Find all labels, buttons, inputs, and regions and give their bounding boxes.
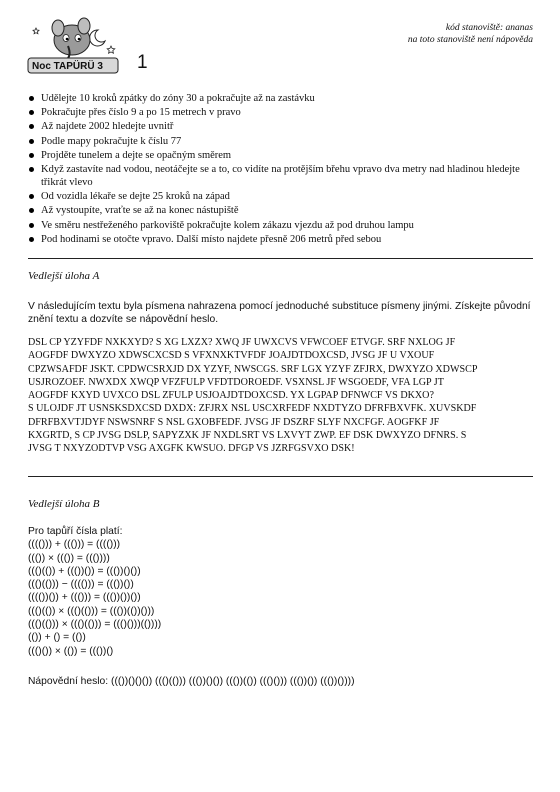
instruction-item: Udělejte 10 kroků zpátky do zóny 30 a pokračujte až na zastávku xyxy=(28,92,548,105)
cipher-line: AOGFDF DWXYZO XDWSCXCSD S VFXNXKTVFDF JOAJDTDOXCSD, JVSG JF U VXOUF xyxy=(28,350,435,362)
cipher-line: USJROZOEF. NWXDX XWQP VFZFULP VFDTDOROEDF. VSXNSL JF WSGOEDF, VFA LGP JT xyxy=(28,376,444,388)
instruction-list xyxy=(28,92,548,247)
instruction-item: Až najdete 2002 hledejte uvnitř xyxy=(28,120,548,133)
cipher-line: DFRFBXVTJDYF NSWSNRF S NSL GXOBFEDF. JVSG JF DSZRF SLYF NXCFGF. AOGFKF JF xyxy=(28,416,440,428)
section-divider xyxy=(28,258,533,259)
cipher-line: DSL CP YZYFDF NXKXYD? S XG LXZX? XWQ JF UWXCVS VFWCOEF ETVGF. SRF NXLOG JF xyxy=(28,337,456,348)
instruction-item: Projděte tunelem a dejte se opačným směrem xyxy=(28,149,548,162)
hint-value: ((())()()()) ((()(())) ((())()()) ((())(()) ((()())) ((())()) ((())()))) xyxy=(111,676,355,687)
instruction-item: Podle mapy pokračujte k číslu 77 xyxy=(28,135,548,148)
equation: (((())()) + ((())) = ((())())()) xyxy=(28,592,141,604)
instruction-item: Když zastavíte nad vodou, neotáčejte se a to, co vidíte na protějším břehu vpravo dva metry nad hladinou hledejte třikrát vlevo xyxy=(28,163,548,189)
cipher-line: KXGRTD, S CP JVSG DSLP, SAPYZXK JF NXDLSRT VS LXVYT ZWP. EF DSK DWXYZO DFNRS. S xyxy=(28,430,467,442)
instruction-item: Pokračujte přes číslo 9 a po 15 metrech v pravo xyxy=(28,106,548,119)
star-icon xyxy=(33,28,39,34)
equation: ((()(())) × ((()(())) = ((()()))(()))) xyxy=(28,619,162,631)
section-divider xyxy=(28,476,533,477)
equation: ((()(()) × ((()(())) = ((())(())())) xyxy=(28,605,155,617)
equation: ((()) × ((()) = ((()))) xyxy=(28,552,110,564)
section-b-title: Vedlejší úloha B xyxy=(28,498,100,510)
page-number: 1 xyxy=(137,52,148,73)
instruction-item: Od vozidla lékaře se dejte 25 kroků na západ xyxy=(28,190,548,203)
section-a-title: Vedlejší úloha A xyxy=(28,270,100,282)
cipher-line: CPZWSAFDF JSKT. CPDWCSRXJD DX YZYF, NWSCGS. SRF LGX YZYF ZFJRX, DWXYZO XDWSCP xyxy=(28,363,478,375)
logo-text: Noc TAPÜRÜ 3 xyxy=(32,61,103,72)
station-code: kód stanoviště: ananas xyxy=(445,23,533,33)
cipher-text xyxy=(28,336,533,456)
instruction-item: Pod hodinami se otočte vpravo. Další místo najdete přesně 206 metrů před sebou xyxy=(28,233,548,246)
equation: ((()()) × (()) = ((())() xyxy=(28,645,114,657)
cipher-line: JVSG T NXYZODTVP VSG AXGFK KWSUO. DFGP VS JZRFGSVXO DSK! xyxy=(28,443,355,455)
noc-tapuru-logo xyxy=(26,16,130,76)
equation: ((()(())) − (((())) = ((())()) xyxy=(28,579,134,591)
station-info xyxy=(408,22,533,46)
hint-line xyxy=(28,675,355,688)
station-hint-note: na toto stanoviště není nápověda xyxy=(407,35,533,45)
instruction-item: Až vystoupíte, vraťte se až na konec nástupiště xyxy=(28,204,548,217)
section-b-lead: Pro tapůří čísla platí: xyxy=(28,526,123,537)
cipher-line: AOGFDF KXYD UVXCO DSL ZFULP USJOAJDTDOXCSD. YX LGPAP DFNWCF VS DKXO? xyxy=(28,390,434,402)
hint-label: Nápovědní heslo: xyxy=(28,676,109,687)
moon-icon xyxy=(90,30,105,46)
equation: (((())) + ((())) = (((())) xyxy=(28,539,121,551)
section-a-intro: V následujícím textu byla písmena nahrazena pomocí jednoduché substituce písmeny jinými. Získejte původní znění textu a dozvíte se nápovědní heslo. xyxy=(28,301,531,326)
equations-block xyxy=(28,525,533,658)
instruction-item: Ve směru nestřeženého parkoviště pokračujte kolem zákazu vjezdu až pod druhou lampu xyxy=(28,219,548,232)
equation: (()) + () = (()) xyxy=(28,632,86,644)
cipher-line: S ULOJDF JT USNSKSDXCSD DXDX: ZFJRX NSL USCXRFEDF NXDTYZO DFRFBXVFK. XUVSKDF xyxy=(28,403,477,415)
equation: ((()(()) + ((())()) = ((())()()) xyxy=(28,565,141,577)
star-icon xyxy=(107,46,115,53)
